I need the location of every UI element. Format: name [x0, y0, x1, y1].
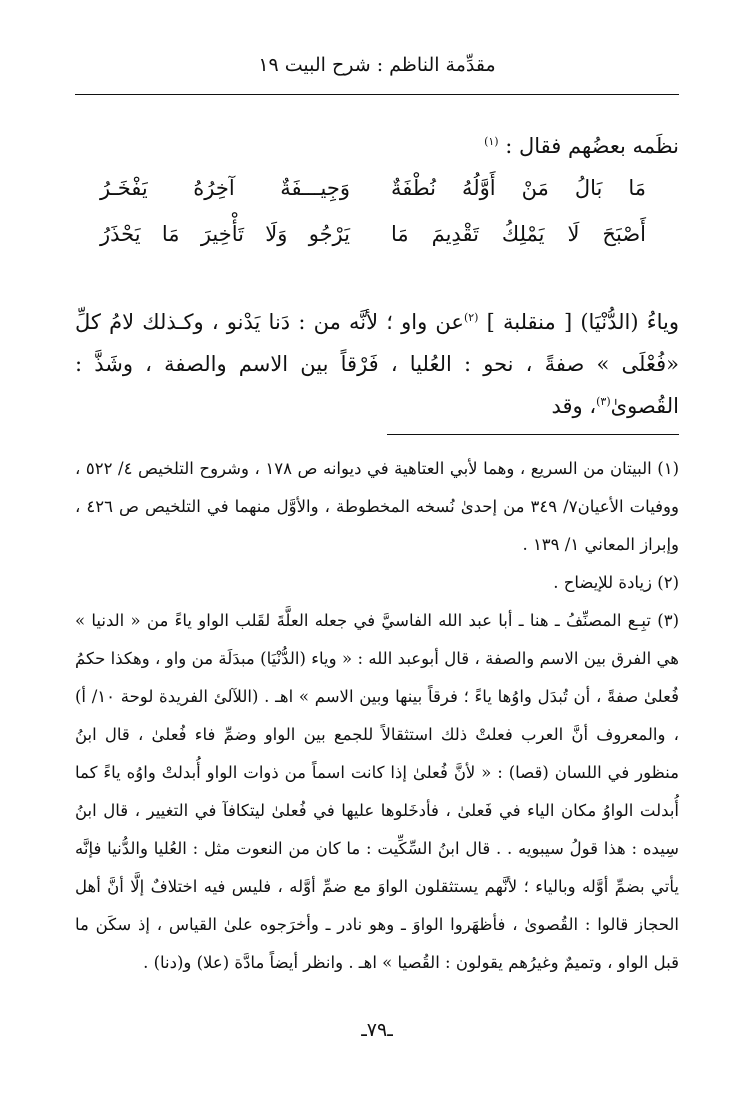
- footnote-3: (٣) تبِـع المصنِّفُ ـ هنا ـ أبا عبد الله الفاسيَّ في جعله العلَّةَ لقَلب الواو ياءً من « الدنيا » هي الفرق بين الاسم والصفة ، قال أبوعبد الله : « وياء (الدُّنْيَا) مبدَلَة من واو ، وهكذا حكمُ فُعلىٰ صفةً ، أن تُبدَل واوُها ياءً ؛ فرقاً بينها وبين الاسم » اهـ . (اللآلئ الفريدة لوحة ١٠/ أ) ، والمعروف أنَّ العرب فعلتْ ذلك استثقالاً للجمع بين الواو وضمِّ فاء فُعلىٰ ، قال ابنُ منظور في اللسان (قصا) : « لأنَّ فُعلىٰ إذا كانت اسماً من ذوات الواو أُبدلتْ واوُه ياءً كما أُبدلت الواوُ مكان الياء في فَعلىٰ ، فأدخَلوها عليها في فُعلىٰ ليتكافآ في التغيير ، قال ابنُ سِيده : هذا قولُ سيبويه . . قال ابنُ السِّكِّيت : ما كان من النعوت مثل : العُليا والدُّنيا فإنَّه يأتي بضمِّ أوَّله وبالياء ؛ لأنَّهم يستثقلون الواوَ مع ضمِّ أوَّله ، فليس فيه اختلافٌ إلَّا أنَّ أهل الحجاز قالوا : القُصوىٰ ، فأظهَروا الواوَ ـ وهو نادر ـ وأخرَجوه علىٰ القياس ، إذ سكَن ما قبل الواو ، وتميمٌ وغيرُهم يقولون : القُصيا » اهـ . وانظر أيضاً مادَّة (علا) و(دنا) .: [75, 611, 679, 972]
- verse-line-2: [100, 218, 646, 252]
- footnote-separator: [387, 434, 679, 435]
- verse-2-second-hemistich: يَرْجُو وَلَا تَأْخِيرَ مَا يَحْذَرُ: [100, 222, 350, 246]
- running-head: مقدِّمة الناظم : شرح البيت ١٩: [258, 54, 496, 76]
- footnote-marker-3[interactable]: (٣): [596, 395, 611, 408]
- paragraph-text-2: عن واو ؛ لأنَّه من : دَنا يَدْنو ، وكـذلك لامُ كلِّ «فُعْلَى » صفةً ، نحو : العُليا ، فَرْقاً بين الاسم والصفة ، وشَذَّ : القُصوىٰ: [75, 310, 679, 418]
- paragraph-text-3: ، وقد: [551, 394, 597, 418]
- main-paragraph: [75, 301, 679, 427]
- verse-1-second-hemistich: وَجِيـــفَةٌ آخِرُهُ يَفْخَـرُ: [100, 176, 350, 200]
- header-rule: [75, 94, 679, 95]
- footnotes-section: [75, 450, 679, 982]
- verse-1-first-hemistich: مَا بَالُ مَنْ أَوَّلُهُ نُطْفَةٌ: [391, 176, 646, 200]
- footnote-2: (٢) زيادة للإيضاح .: [553, 573, 679, 592]
- paragraph-text-1: وياءُ (الدُّنْيَا) [ منقلبة ]: [478, 310, 679, 334]
- footnote-marker-2[interactable]: (٢): [463, 311, 479, 324]
- footnote-1: (١) البيتان من السريع ، وهما لأبي العتاهية في ديوانه ص ١٧٨ ، وشروح التلخيص ٤/ ٥٢٢ ، ووفيات الأعيان٧/ ٣٤٩ من إحدىٰ نُسخه المخطوطة ، والأوَّل منهما في التلخيص ص ٤٢٦ ، وإبراز المعاني ١/ ١٣٩ .: [75, 459, 680, 554]
- page-number: ـ٧٩ـ: [361, 1019, 393, 1041]
- verse-line-1: [100, 172, 646, 206]
- verse-2-first-hemistich: أَصْبَحَ لَا يَمْلِكُ تَقْدِيمَ مَا: [391, 222, 646, 246]
- footnote-marker-1[interactable]: (١): [484, 135, 499, 148]
- verse-intro-text: نظَمه بعضُهم فقال :: [505, 134, 679, 158]
- verse-intro: [75, 128, 679, 164]
